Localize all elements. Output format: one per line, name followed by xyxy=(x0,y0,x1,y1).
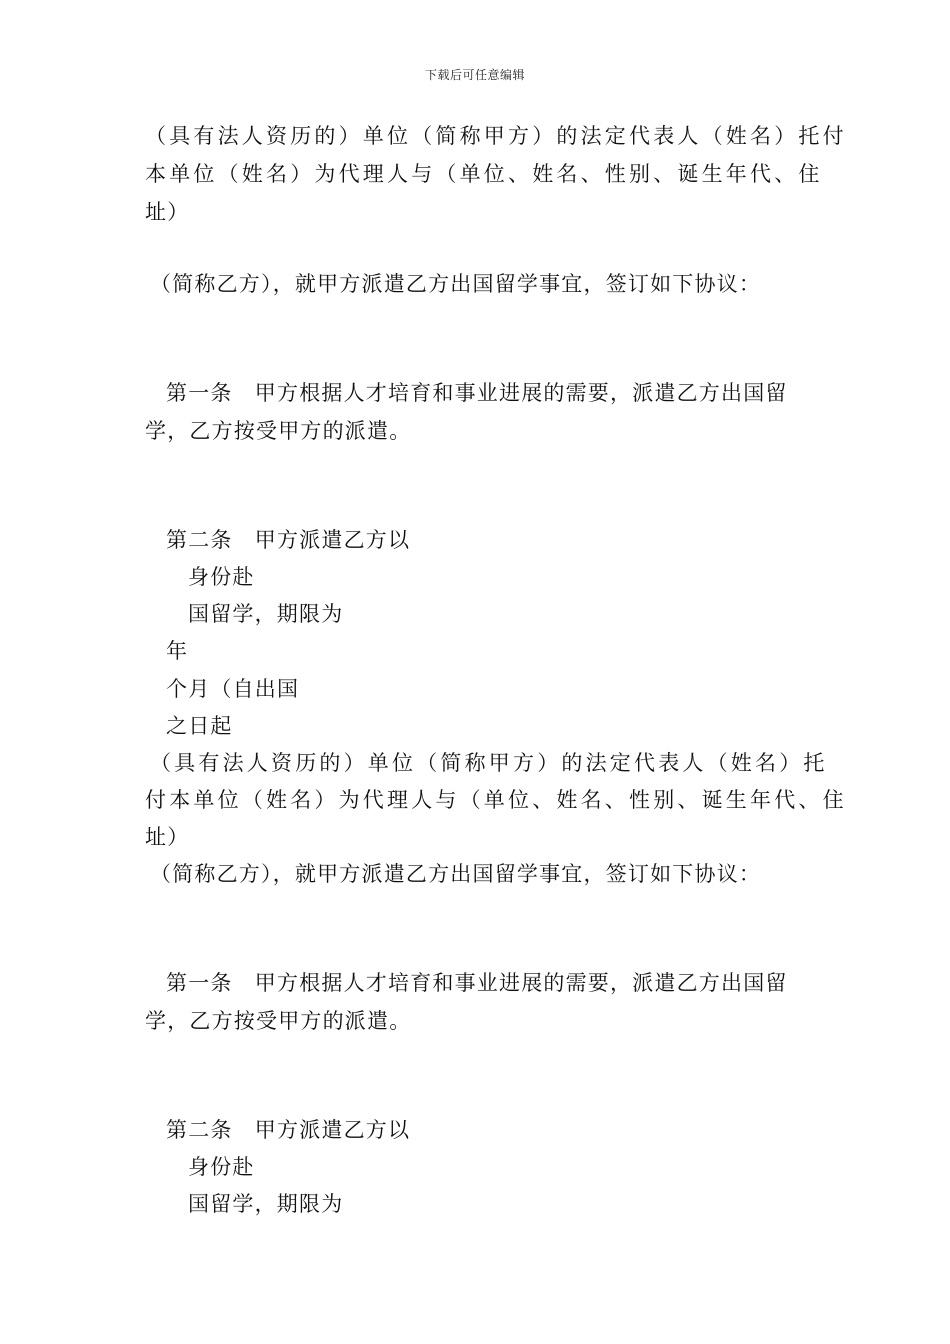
article-line: 身份赴 xyxy=(188,565,255,589)
paragraph-line: 址） xyxy=(145,200,190,224)
paragraph-line: （简称乙方），就甲方派遣乙方出国留学事宜，签订如下协议： xyxy=(150,862,762,886)
article-line: 国留学，期限为 xyxy=(188,1192,344,1216)
article-line: 学，乙方按受甲方的派遣。 xyxy=(145,419,412,443)
article-line: 学，乙方按受甲方的派遣。 xyxy=(145,1009,412,1033)
paragraph-line: 付本单位（姓名）为代理人与（单位、姓名、性别、诞生年代、住 xyxy=(145,788,847,812)
paragraph-line: 本单位（姓名）为代理人与（单位、姓名、性别、诞生年代、住 xyxy=(145,162,823,186)
paragraph-line: （具有法人资历的）单位（简称甲方）的法定代表人（姓名）托 xyxy=(150,751,828,775)
article-line: 第二条 甲方派遣乙方以 xyxy=(166,1118,411,1142)
article-line: 个月（自出国 xyxy=(166,677,300,701)
article-line: 国留学，期限为 xyxy=(188,602,344,626)
article-line: 身份赴 xyxy=(188,1155,255,1179)
article-line: 年 xyxy=(166,639,189,663)
article-line: 第二条 甲方派遣乙方以 xyxy=(166,528,411,552)
paragraph-line: （具有法人资历的）单位（简称甲方）的法定代表人（姓名）托付 xyxy=(145,124,847,148)
article-line: 之日起 xyxy=(166,714,233,738)
article-line: 第一条 甲方根据人才培育和事业进展的需要，派遣乙方出国留 xyxy=(166,381,788,405)
paragraph-line: 址） xyxy=(145,825,190,849)
paragraph-line: （简称乙方），就甲方派遣乙方出国留学事宜，签订如下协议： xyxy=(150,272,762,296)
article-line: 第一条 甲方根据人才培育和事业进展的需要，派遣乙方出国留 xyxy=(166,971,788,995)
page-header: 下载后可任意编辑 xyxy=(424,68,525,82)
